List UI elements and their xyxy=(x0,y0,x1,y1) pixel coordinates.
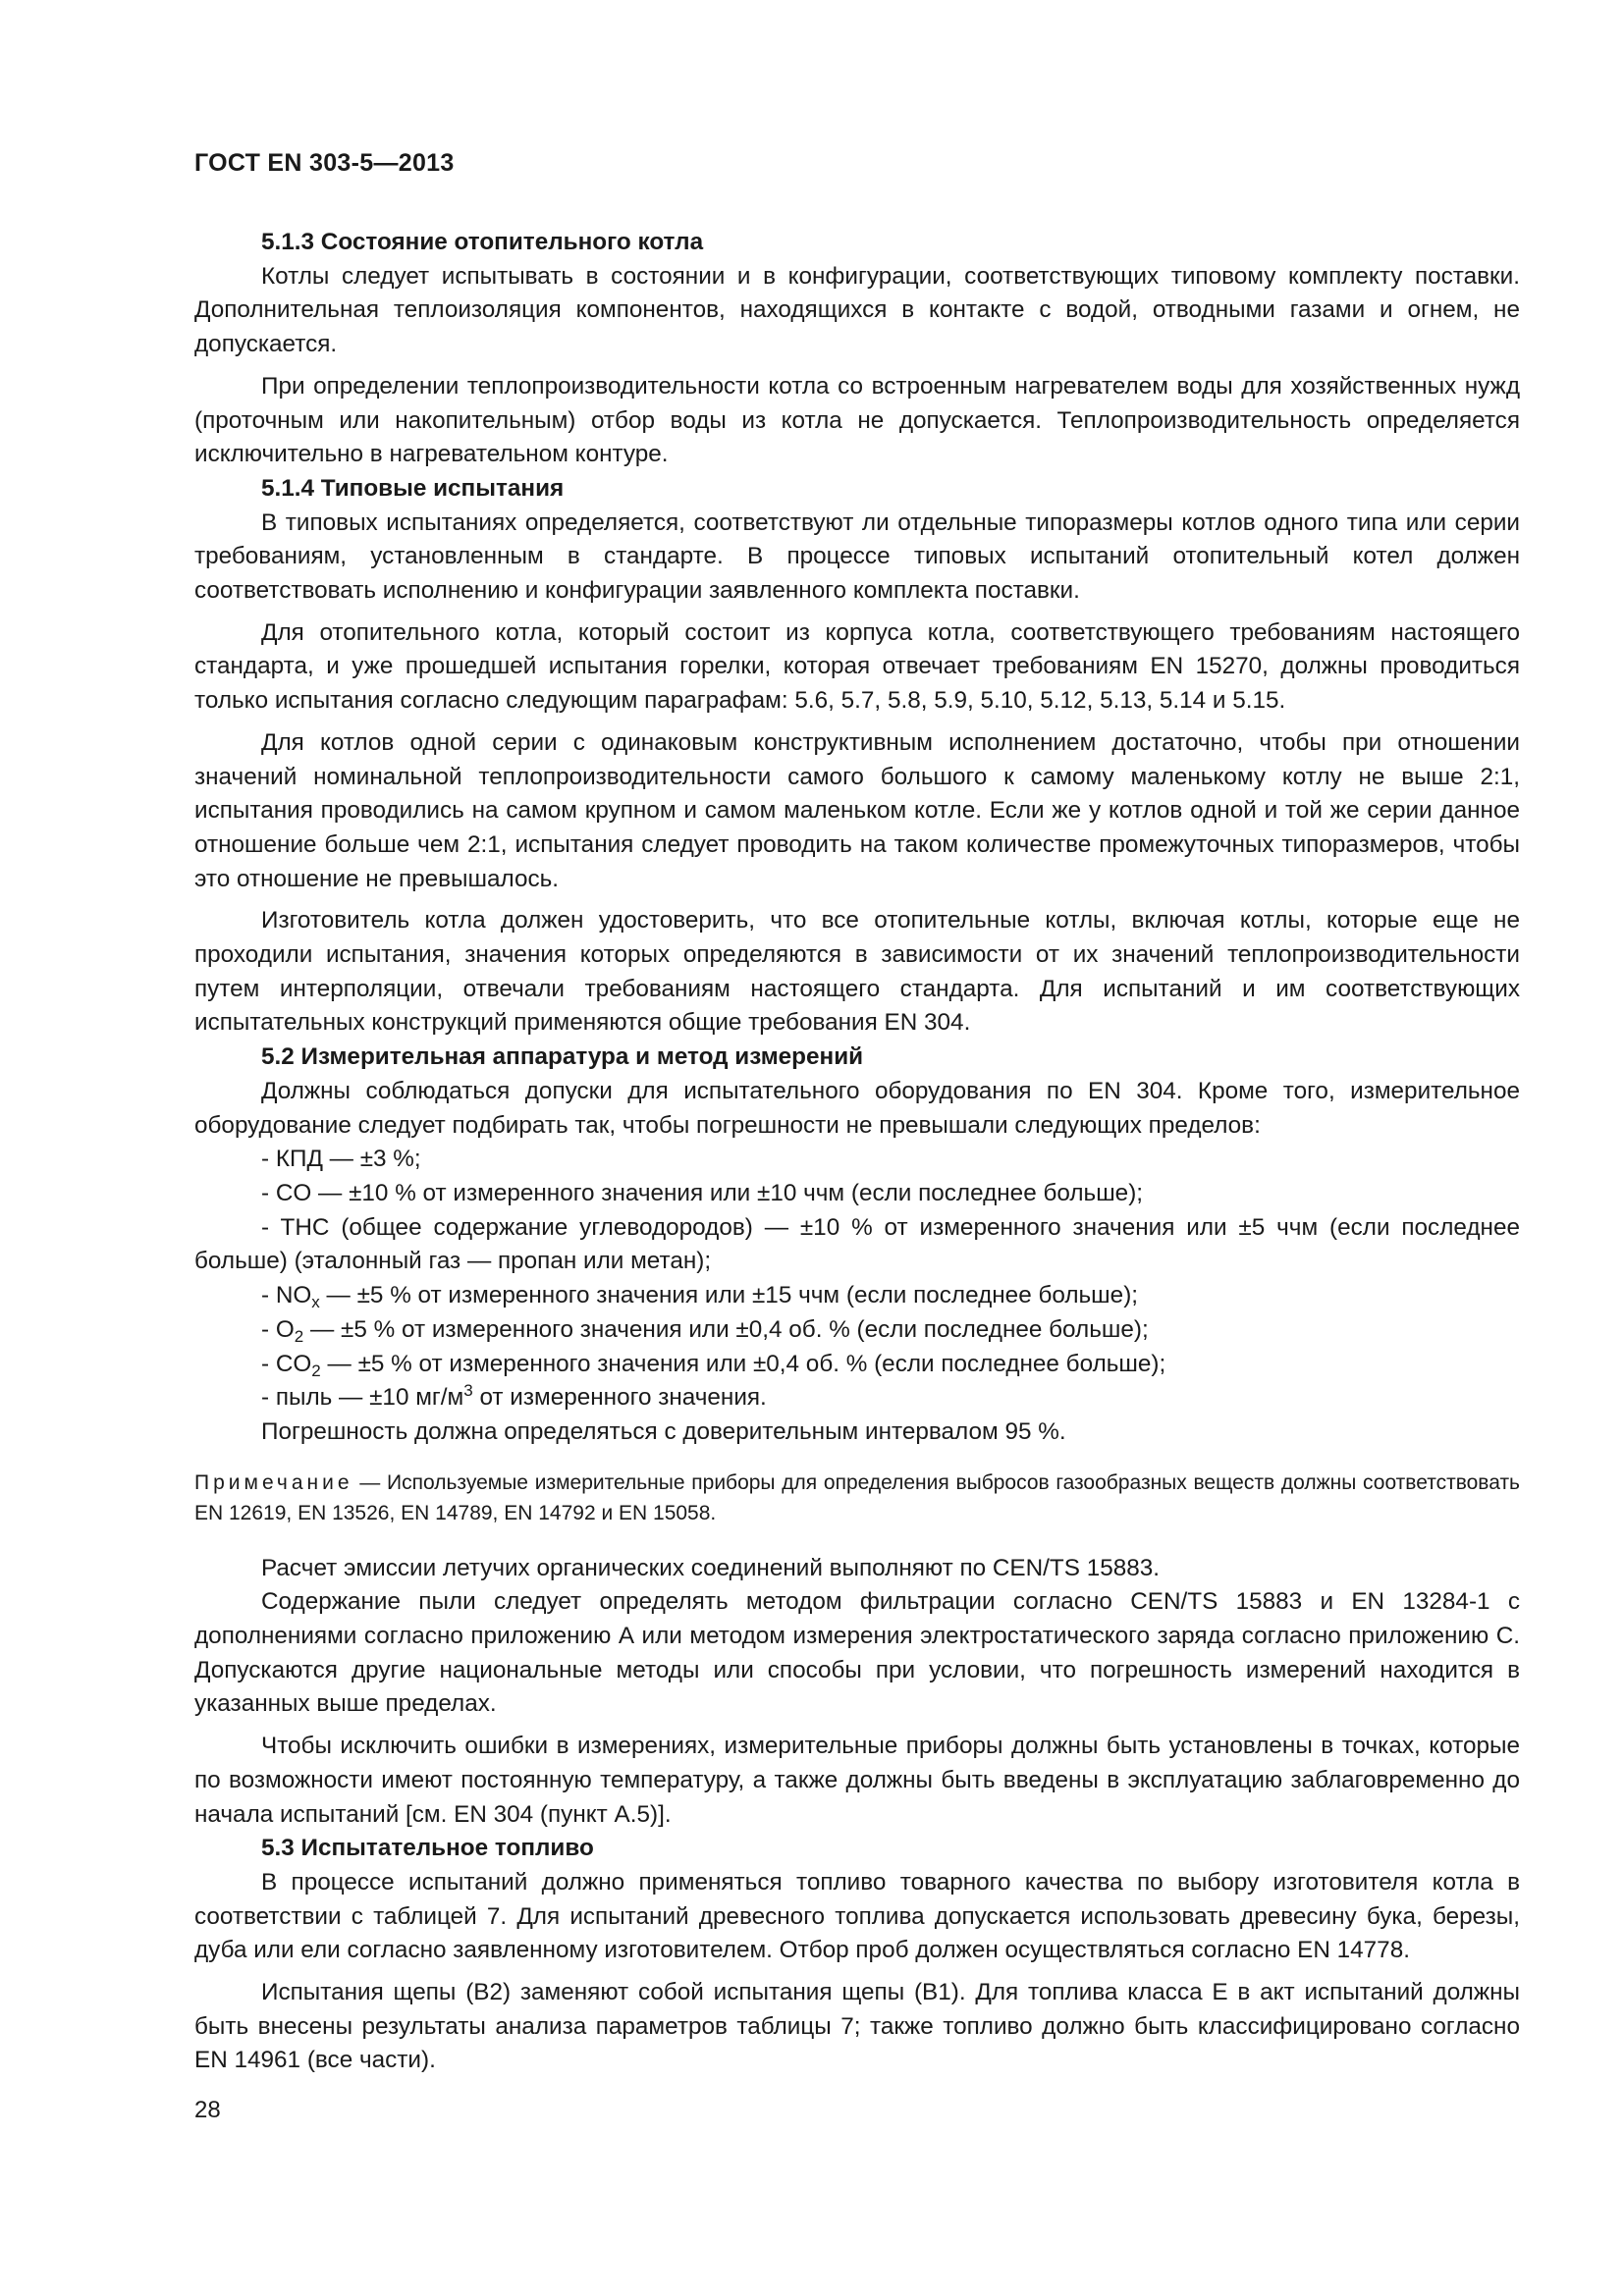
dust-text: от измеренного значения. xyxy=(472,1384,767,1412)
section-heading-5-1-4: 5.1.4 Типовые испытания xyxy=(261,474,565,502)
co2-subscript: 2 xyxy=(311,1361,321,1380)
paragraph: Испытания щепы (B2) заменяют собой испытания щепы (B1). Для топлива класса Е в акт испытаний должны быть внесены результаты анализа параметров таблицы 7; также топливо должно быть классифицировано согласно EN 14961 (все части). xyxy=(194,1979,1520,2074)
o2-text: — ±5 % от измеренного значения или ±0,4 об. % (если последнее больше); xyxy=(303,1315,1149,1343)
list-item-kpd: - КПД — ±3 %; xyxy=(261,1146,421,1173)
section-heading-5-3: 5.3 Испытательное топливо xyxy=(261,1835,594,1862)
paragraph: В типовых испытаниях определяется, соответствуют ли отдельные типоразмеры котлов одного типа или серии требованиям, установленным в стандарте. В процессе типовых испытаний отопительный котел должен соответствовать исполнению и конфигурации заявленного комплекта поставки. xyxy=(194,508,1520,605)
paragraph: Содержание пыли следует определять методом фильтрации согласно CEN/TS 15883 и EN 13284-1 с дополнениями согласно приложению А или методом измерения электростатического заряда согласно приложению С. Допускаются другие национальные методы или способы при условии, что погрешность измерений находится в указанных выше пределах. xyxy=(194,1588,1520,1718)
document-body xyxy=(194,226,1520,2078)
list-item-co2 xyxy=(194,1348,1520,1382)
section-heading-5-1-3: 5.1.3 Состояние отопительного котла xyxy=(261,229,704,255)
paragraph: Должны соблюдаться допуски для испытательного оборудования по EN 304. Кроме того, измерительное оборудование следует подбирать так, чтобы погрешности не превышали следующих пределов: xyxy=(194,1077,1520,1139)
paragraph: Для отопительного котла, который состоит из корпуса котла, соответствующего требованиям настоящего стандарта, и уже прошедшей испытания горелки, которая отвечает требованиям EN 15270, должны проводиться только испытания согласно следующим параграфам: 5.6, 5.7, 5.8, 5.9, 5.10, 5.12, 5.13, 5.14 и 5.15. xyxy=(194,618,1520,715)
dust-prefix: - пыль — ±10 мг/м xyxy=(261,1384,464,1412)
paragraph: Расчет эмиссии летучих органических соединений выполняют по CEN/TS 15883. xyxy=(261,1554,1161,1581)
o2-subscript: 2 xyxy=(294,1326,304,1346)
note-text: — Используемые измерительные приборы для определения выбросов газообразных веществ должны соответствовать EN 12619, EN 13526, EN 14789, EN 14792 и EN 15058. xyxy=(194,1470,1520,1524)
nox-prefix: - NO xyxy=(261,1282,312,1309)
section-heading-5-2: 5.2 Измерительная аппаратура и метод измерений xyxy=(261,1043,864,1071)
co2-text: — ±5 % от измеренного значения или ±0,4 об. % (если последнее больше); xyxy=(320,1350,1166,1377)
paragraph: Для котлов одной серии с одинаковым конструктивным исполнением достаточно, чтобы при отношении значений номинальной теплопроизводительности самого большого к самому маленькому котлу не выше 2:1, испытания проводились на самом крупном и самом маленьком котле. Если же у котлов одной и той же серии данное отношение больше чем 2:1, испытания следует проводить на таком количестве промежуточных типоразмеров, чтобы это отношение не превышалось. xyxy=(194,728,1520,892)
list-item-thc: - THC (общее содержание углеводородов) — ±10 % от измеренного значения или ±5 ччм (если последнее больше) (эталонный газ — пропан или метан); xyxy=(194,1213,1520,1275)
page-header: ГОСТ EN 303-5—2013 xyxy=(194,149,455,177)
page-number: 28 xyxy=(194,2097,221,2123)
paragraph: Изготовитель котла должен удостоверить, что все отопительные котлы, включая котлы, которые еще не проходили испытания, значения которых определяются в зависимости от их значений теплопроизводительности путем интерполяции, отвечали требованиям настоящего стандарта. Для испытаний и им соответствующих испытательных конструкций применяются общие требования EN 304. xyxy=(194,907,1520,1037)
list-item-nox xyxy=(194,1279,1520,1313)
o2-prefix: - O xyxy=(261,1315,295,1343)
list-item-o2 xyxy=(194,1313,1520,1348)
paragraph: Чтобы исключить ошибки в измерениях, измерительные приборы должны быть установлены в точках, которые по возможности имеют постоянную температуру, а также должны быть введены в эксплуатацию заблаговременно до начала испытаний [см. EN 304 (пункт А.5)]. xyxy=(194,1733,1520,1828)
nox-text: — ±5 % от измеренного значения или ±15 ччм (если последнее больше); xyxy=(319,1282,1139,1309)
nox-subscript: x xyxy=(311,1293,320,1312)
dust-superscript: 3 xyxy=(463,1381,473,1401)
co2-prefix: - CO xyxy=(261,1350,312,1377)
paragraph: В процессе испытаний должно применяться топливо товарного качества по выбору изготовителя котла в соответствии с таблицей 7. Для испытаний древесного топлива допускается использовать древесину бука, березы, дуба или ели согласно заявленному изготовителем. Отбор проб должен осуществляться согласно EN 14778. xyxy=(194,1868,1520,1964)
note-label: Примечание xyxy=(194,1470,353,1494)
paragraph: Погрешность должна определяться с доверительным интервалом 95 %. xyxy=(261,1417,1066,1445)
list-item-dust xyxy=(194,1381,1520,1415)
note xyxy=(194,1468,1520,1528)
paragraph: При определении теплопроизводительности котла со встроенным нагревателем воды для хозяйственных нужд (проточным или накопительным) отбор воды из котла не допускается. Теплопроизводительность определяется исключительно в нагревательном контуре. xyxy=(194,372,1520,468)
list-item-co: - CO — ±10 % от измеренного значения или ±10 ччм (если последнее больше); xyxy=(261,1179,1144,1206)
paragraph: Котлы следует испытывать в состоянии и в конфигурации, соответствующих типовому комплекту поставки. Дополнительная теплоизоляция компонентов, находящихся в контакте с водой, отводными газами и огнем, не допускается. xyxy=(194,262,1520,358)
